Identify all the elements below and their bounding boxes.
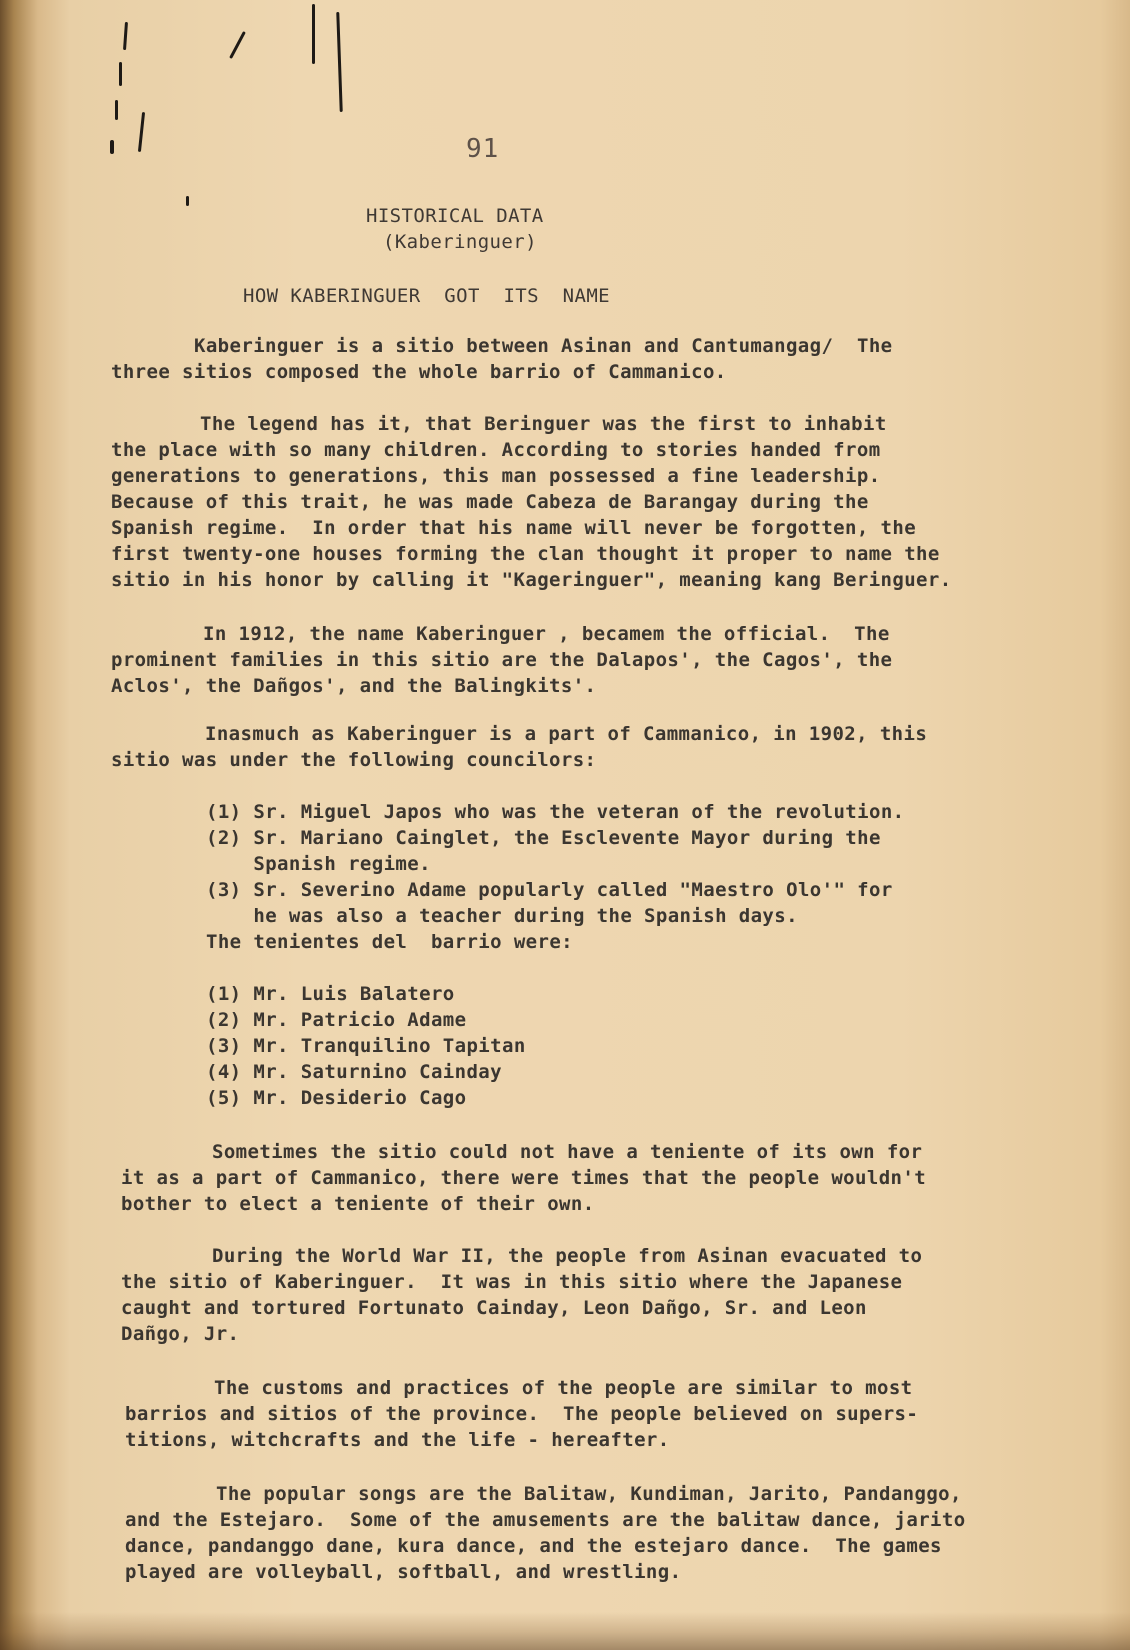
- text-line: The customs and practices of the people are similar to most: [214, 1377, 913, 1399]
- text-line: Kaberinguer is a sitio between Asinan and Cantumangag/ The: [194, 335, 893, 357]
- list-item: (2) Mr. Patricio Adame: [206, 1009, 467, 1031]
- text-line: the sitio of Kaberinguer. It was in this sitio where the Japanese: [121, 1271, 903, 1293]
- text-line: three sitios composed the whole barrio of Cammanico.: [111, 361, 727, 383]
- text-line: first twenty-one houses forming the clan thought it proper to name the: [111, 543, 940, 565]
- subtitle: (Kaberinguer): [383, 231, 537, 253]
- text-line: Sometimes the sitio could not have a teniente of its own for: [212, 1141, 923, 1163]
- text-line: During the World War II, the people from Asinan evacuated to: [212, 1245, 923, 1267]
- pen-mark: [123, 22, 128, 50]
- pen-mark: [312, 4, 315, 64]
- list-item: Spanish regime.: [206, 853, 431, 875]
- page-number: 91: [466, 134, 500, 164]
- pen-mark: [186, 196, 189, 206]
- text-line: Spanish regime. In order that his name will never be forgotten, the: [111, 517, 917, 539]
- text-line: and the Estejaro. Some of the amusements are the balitaw dance, jarito: [125, 1509, 966, 1531]
- text-line: Aclos', the Dañgos', and the Balingkits'.: [111, 675, 597, 697]
- text-line: titions, witchcrafts and the life - hereafter.: [125, 1429, 670, 1451]
- list-item: (1) Mr. Luis Balatero: [206, 983, 455, 1005]
- text-line: dance, pandanggo dane, kura dance, and the estejaro dance. The games: [125, 1535, 942, 1557]
- pen-mark: [115, 100, 118, 120]
- title: HISTORICAL DATA: [366, 205, 544, 227]
- pen-mark: [119, 62, 122, 86]
- pen-mark: [229, 31, 246, 59]
- text-line: played are volleyball, softball, and wrestling.: [125, 1561, 682, 1583]
- heading: HOW KABERINGUER GOT ITS NAME: [243, 285, 611, 307]
- list-item: (1) Sr. Miguel Japos who was the veteran of the revolution.: [206, 801, 905, 823]
- text-line: In 1912, the name Kaberinguer , becamem the official. The: [203, 623, 890, 645]
- text-line: sitio was under the following councilors:: [111, 749, 597, 771]
- list-item: (3) Mr. Tranquilino Tapitan: [206, 1035, 526, 1057]
- list-item: (2) Sr. Mariano Cainglet, the Esclevente Mayor during the: [206, 827, 881, 849]
- list-item: he was also a teacher during the Spanish days.: [206, 905, 798, 927]
- text-line: sitio in his honor by calling it "Kageringuer", meaning kang Beringuer.: [111, 569, 952, 591]
- text-line: prominent families in this sitio are the Dalapos', the Cagos', the: [111, 649, 893, 671]
- pen-mark: [138, 112, 145, 152]
- text-line: it as a part of Cammanico, there were times that the people wouldn't: [121, 1167, 927, 1189]
- text-line: Because of this trait, he was made Cabeza de Barangay during the: [111, 491, 869, 513]
- text-line: Dañgo, Jr.: [121, 1323, 240, 1345]
- text-line: caught and tortured Fortunato Cainday, Leon Dañgo, Sr. and Leon: [121, 1297, 867, 1319]
- list-item: (5) Mr. Desiderio Cago: [206, 1087, 467, 1109]
- text-line: The legend has it, that Beringuer was the first to inhabit: [200, 413, 887, 435]
- pen-mark: [336, 12, 342, 112]
- pen-mark: [110, 140, 114, 154]
- text-line: Inasmuch as Kaberinguer is a part of Cammanico, in 1902, this: [205, 723, 928, 745]
- list-item: (3) Sr. Severino Adame popularly called "Maestro Olo'" for: [206, 879, 893, 901]
- text-line: generations to generations, this man possessed a fine leadership.: [111, 465, 881, 487]
- list-item: (4) Mr. Saturnino Cainday: [206, 1061, 502, 1083]
- text-line: the place with so many children. According to stories handed from: [111, 439, 881, 461]
- text-line: barrios and sitios of the province. The people believed on supers-: [125, 1403, 919, 1425]
- text-line: bother to elect a teniente of their own.: [121, 1193, 595, 1215]
- list-item: The tenientes del barrio were:: [206, 931, 574, 953]
- text-line: The popular songs are the Balitaw, Kundiman, Jarito, Pandanggo,: [216, 1483, 962, 1505]
